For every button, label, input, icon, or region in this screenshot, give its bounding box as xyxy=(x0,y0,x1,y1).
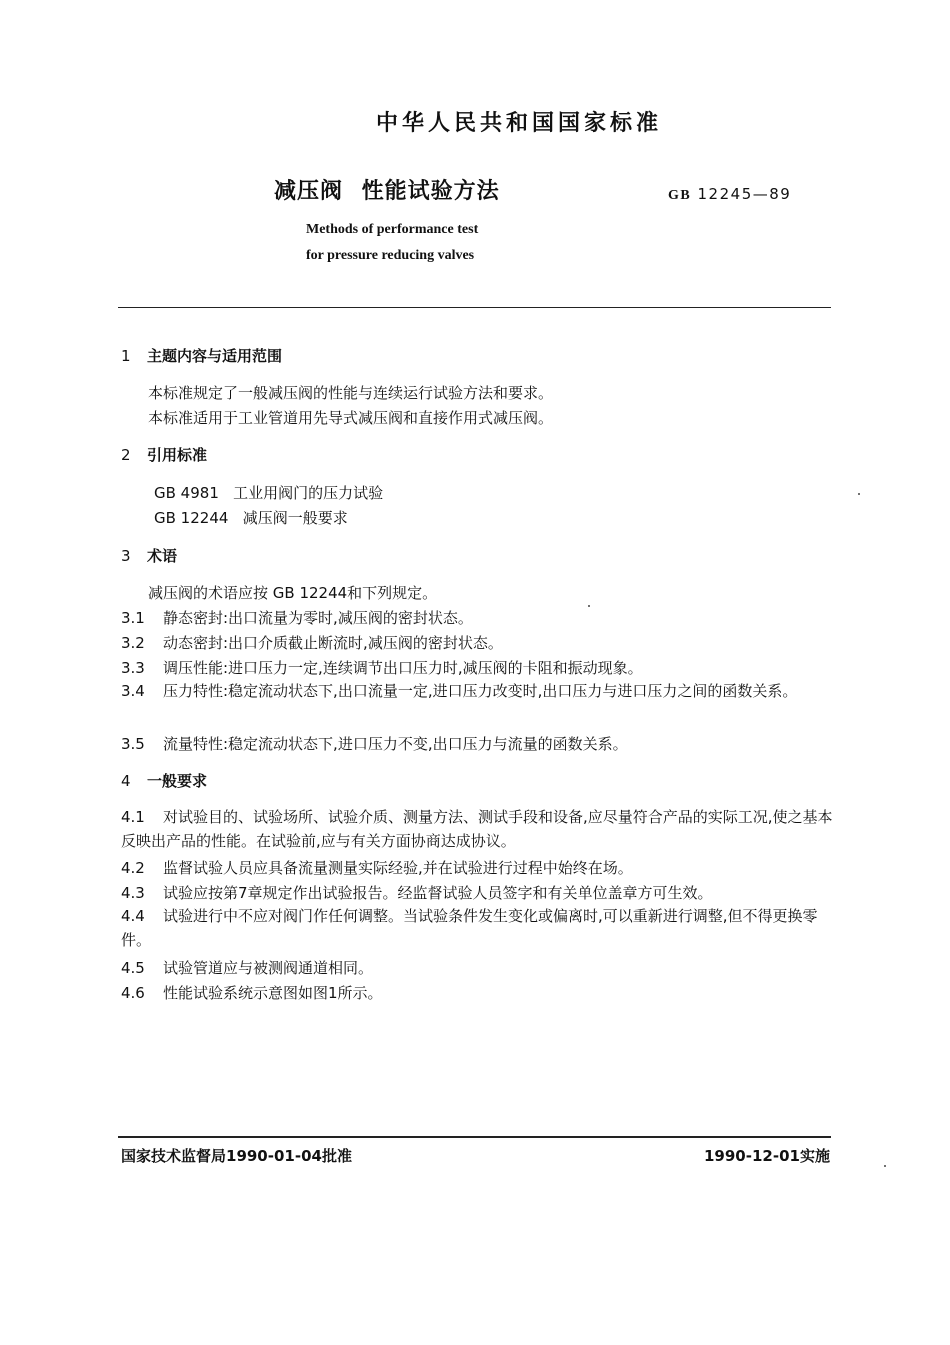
english-title-line2: for pressure reducing valves xyxy=(306,248,475,263)
approval-line: 国家技术监督局1990-01-04批准 xyxy=(121,1147,352,1165)
clause-4-4: 4.4 试验进行中不应对阀门作任何调整。当试验条件发生变化或偏离时,可以重新进行调整,但不得更换零件。 xyxy=(121,907,818,949)
section-1-para-1: 本标准规定了一般减压阀的性能与连续运行试验方法和要求。 xyxy=(148,384,554,402)
clause-4-3: 4.3 试验应按第7章规定作出试验报告。经监督试验人员签字和有关单位盖章方可生效。 xyxy=(121,884,713,902)
standard-header: 中华人民共和国国家标准 xyxy=(375,111,662,136)
clause-4-2: 4.2 监督试验人员应具备流量测量实际经验,并在试验进行过程中始终在场。 xyxy=(121,859,633,877)
document-title: 减压阀 性能试验方法 xyxy=(274,179,500,204)
clause-3-2: 3.2 动态密封:出口介质截止断流时,减压阀的密封状态。 xyxy=(121,634,503,652)
section-3-heading: 3 术语 xyxy=(121,547,178,565)
section-1-para-2: 本标准适用于工业管道用先导式减压阀和直接作用式减压阀。 xyxy=(148,409,554,427)
reference-gb12244: GB 12244 减压阀一般要求 xyxy=(154,509,348,527)
english-title-line1: Methods of performance test xyxy=(306,222,479,237)
scan-speck xyxy=(884,1165,886,1167)
clause-3-1: 3.1 静态密封:出口流量为零时,减压阀的密封状态。 xyxy=(121,609,473,627)
clause-3-3: 3.3 调压性能:进口压力一定,连续调节出口压力时,减压阀的卡阻和振动现象。 xyxy=(121,659,643,677)
section-2-heading: 2 引用标准 xyxy=(121,446,208,464)
section-3-intro: 减压阀的术语应按 GB 12244和下列规定。 xyxy=(148,584,438,602)
clause-4-5: 4.5 试验管道应与被测阀通道相同。 xyxy=(121,959,374,977)
standard-number: GB 12245—89 xyxy=(668,185,792,203)
reference-gb4981: GB 4981 工业用阀门的压力试验 xyxy=(154,484,384,502)
clause-3-4: 3.4 压力特性:稳定流动状态下,出口流量一定,进口压力改变时,出口压力与进口压力之间的函数关系。 xyxy=(121,682,798,700)
scan-speck xyxy=(858,493,860,495)
clause-4-6: 4.6 性能试验系统示意图如图1所示。 xyxy=(121,984,383,1002)
implementation-date: 1990-12-01实施 xyxy=(704,1147,830,1165)
clause-4-1: 4.1 对试验目的、试验场所、试验介质、测量方法、测试手段和设备,应尽量符合产品的实际工况,使之基本反映出产品的性能。在试验前,应与有关方面协商达成协议。 xyxy=(121,808,833,850)
footer-rule xyxy=(118,1136,831,1138)
section-4-heading: 4 一般要求 xyxy=(121,772,208,790)
scan-speck xyxy=(588,605,590,607)
header-rule xyxy=(118,307,831,308)
section-1-heading: 1 主题内容与适用范围 xyxy=(121,347,283,365)
clause-3-5: 3.5 流量特性:稳定流动状态下,进口压力不变,出口压力与流量的函数关系。 xyxy=(121,735,628,753)
